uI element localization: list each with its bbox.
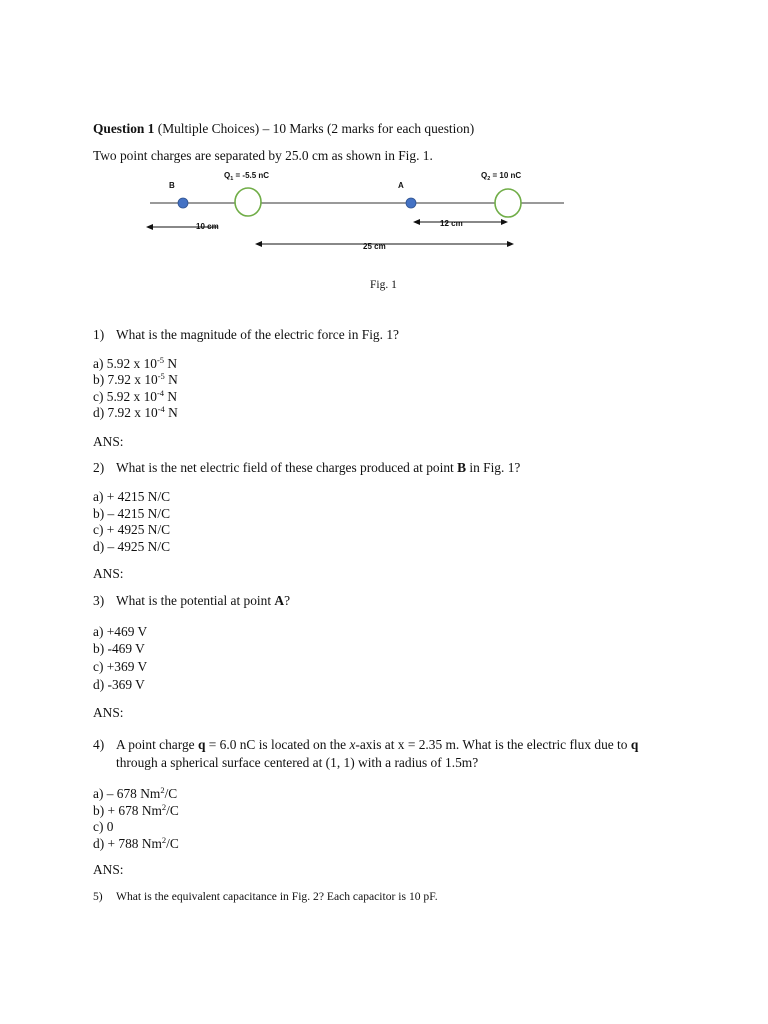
q1-number: 1)	[93, 327, 105, 342]
q1-option-b[interactable]: b) 7.92 x $10^{-5}$ N	[93, 371, 178, 387]
dist-10-label: 10 cm	[196, 222, 219, 231]
q4-text-line1: A point charge q = 6.0 nC is located on the x-axis at x = 2.35 m. What is the electric flux due to q	[116, 737, 639, 752]
q5-number: 5)	[93, 890, 103, 903]
q3-option-b[interactable]: b) -469 V	[93, 641, 145, 656]
q4-answer-label: ANS:	[93, 862, 124, 877]
q1-option-c[interactable]: c) 5.92 x $10^{-4}$ N	[93, 388, 178, 404]
q2-option-b[interactable]: b) – 4215 N/C	[93, 506, 170, 521]
figure-caption: Fig. 1	[370, 279, 397, 291]
q2-label: $Q_2 = 10$ nC	[481, 171, 522, 182]
q2-option-c[interactable]: c) + 4925 N/C	[93, 522, 171, 537]
dist-10-arrowhead	[146, 224, 153, 230]
point-a-marker	[406, 198, 416, 208]
q4-option-a[interactable]: a) – 678 Nm$^2$/C	[93, 785, 178, 801]
heading-title-bold: Question 1	[93, 121, 155, 136]
q3-text: What is the potential at point A?	[116, 593, 291, 608]
q3-number: 3)	[93, 593, 105, 608]
q4-option-c[interactable]: c) 0	[93, 819, 114, 834]
q5-text: What is the equivalent capacitance in Fig. 2? Each capacitor is 10 pF.	[116, 890, 438, 903]
point-a-label: A	[398, 181, 404, 190]
charge-q2-circle	[495, 189, 521, 217]
point-b-marker	[178, 198, 188, 208]
q4-number: 4)	[93, 737, 105, 752]
dist-12-label: 12 cm	[440, 219, 463, 228]
question-heading	[93, 121, 474, 137]
q1-label: $Q_1 = -5.5$ nC	[224, 171, 270, 182]
figure-1-diagram	[140, 165, 580, 255]
q2-answer-label: ANS:	[93, 566, 124, 581]
q1-option-d[interactable]: d) 7.92 x $10^{-4}$ N	[93, 404, 178, 420]
q2-option-d[interactable]: d) – 4925 N/C	[93, 539, 170, 554]
q4-text-line2: through a spherical surface centered at (1, 1) with a radius of 1.5m?	[116, 755, 479, 770]
dist-25-arrowhead-left	[255, 241, 262, 247]
q2-text: What is the net electric field of these charges produced at point B in Fig. 1?	[116, 460, 521, 475]
q1-option-a[interactable]: a) 5.92 x $10^{-5}$ N	[93, 355, 178, 371]
q3-option-a[interactable]: a) +469 V	[93, 624, 148, 639]
dist-25-arrowhead-right	[507, 241, 514, 247]
intro-text: Two point charges are separated by 25.0 cm as shown in Fig. 1.	[93, 148, 433, 163]
q4-option-b[interactable]: b) + 678 Nm$^2$/C	[93, 802, 179, 818]
dist-12-arrowhead-left	[413, 219, 420, 225]
heading-title-rest: (Multiple Choices) – 10 Marks (2 marks for each question)	[154, 121, 475, 136]
q3-option-d[interactable]: d) -369 V	[93, 677, 145, 692]
q4-option-d[interactable]: d) + 788 Nm$^2$/C	[93, 835, 179, 851]
q2-option-a[interactable]: a) + 4215 N/C	[93, 489, 171, 504]
q3-option-c[interactable]: c) +369 V	[93, 659, 148, 674]
q2-number: 2)	[93, 460, 105, 475]
point-b-label: B	[169, 181, 175, 190]
dist-25-label: 25 cm	[363, 242, 386, 251]
q1-text: What is the magnitude of the electric force in Fig. 1?	[116, 327, 399, 342]
charge-q1-circle	[235, 188, 261, 216]
dist-12-arrowhead-right	[501, 219, 508, 225]
q1-answer-label: ANS:	[93, 434, 124, 449]
q3-answer-label: ANS:	[93, 705, 124, 720]
